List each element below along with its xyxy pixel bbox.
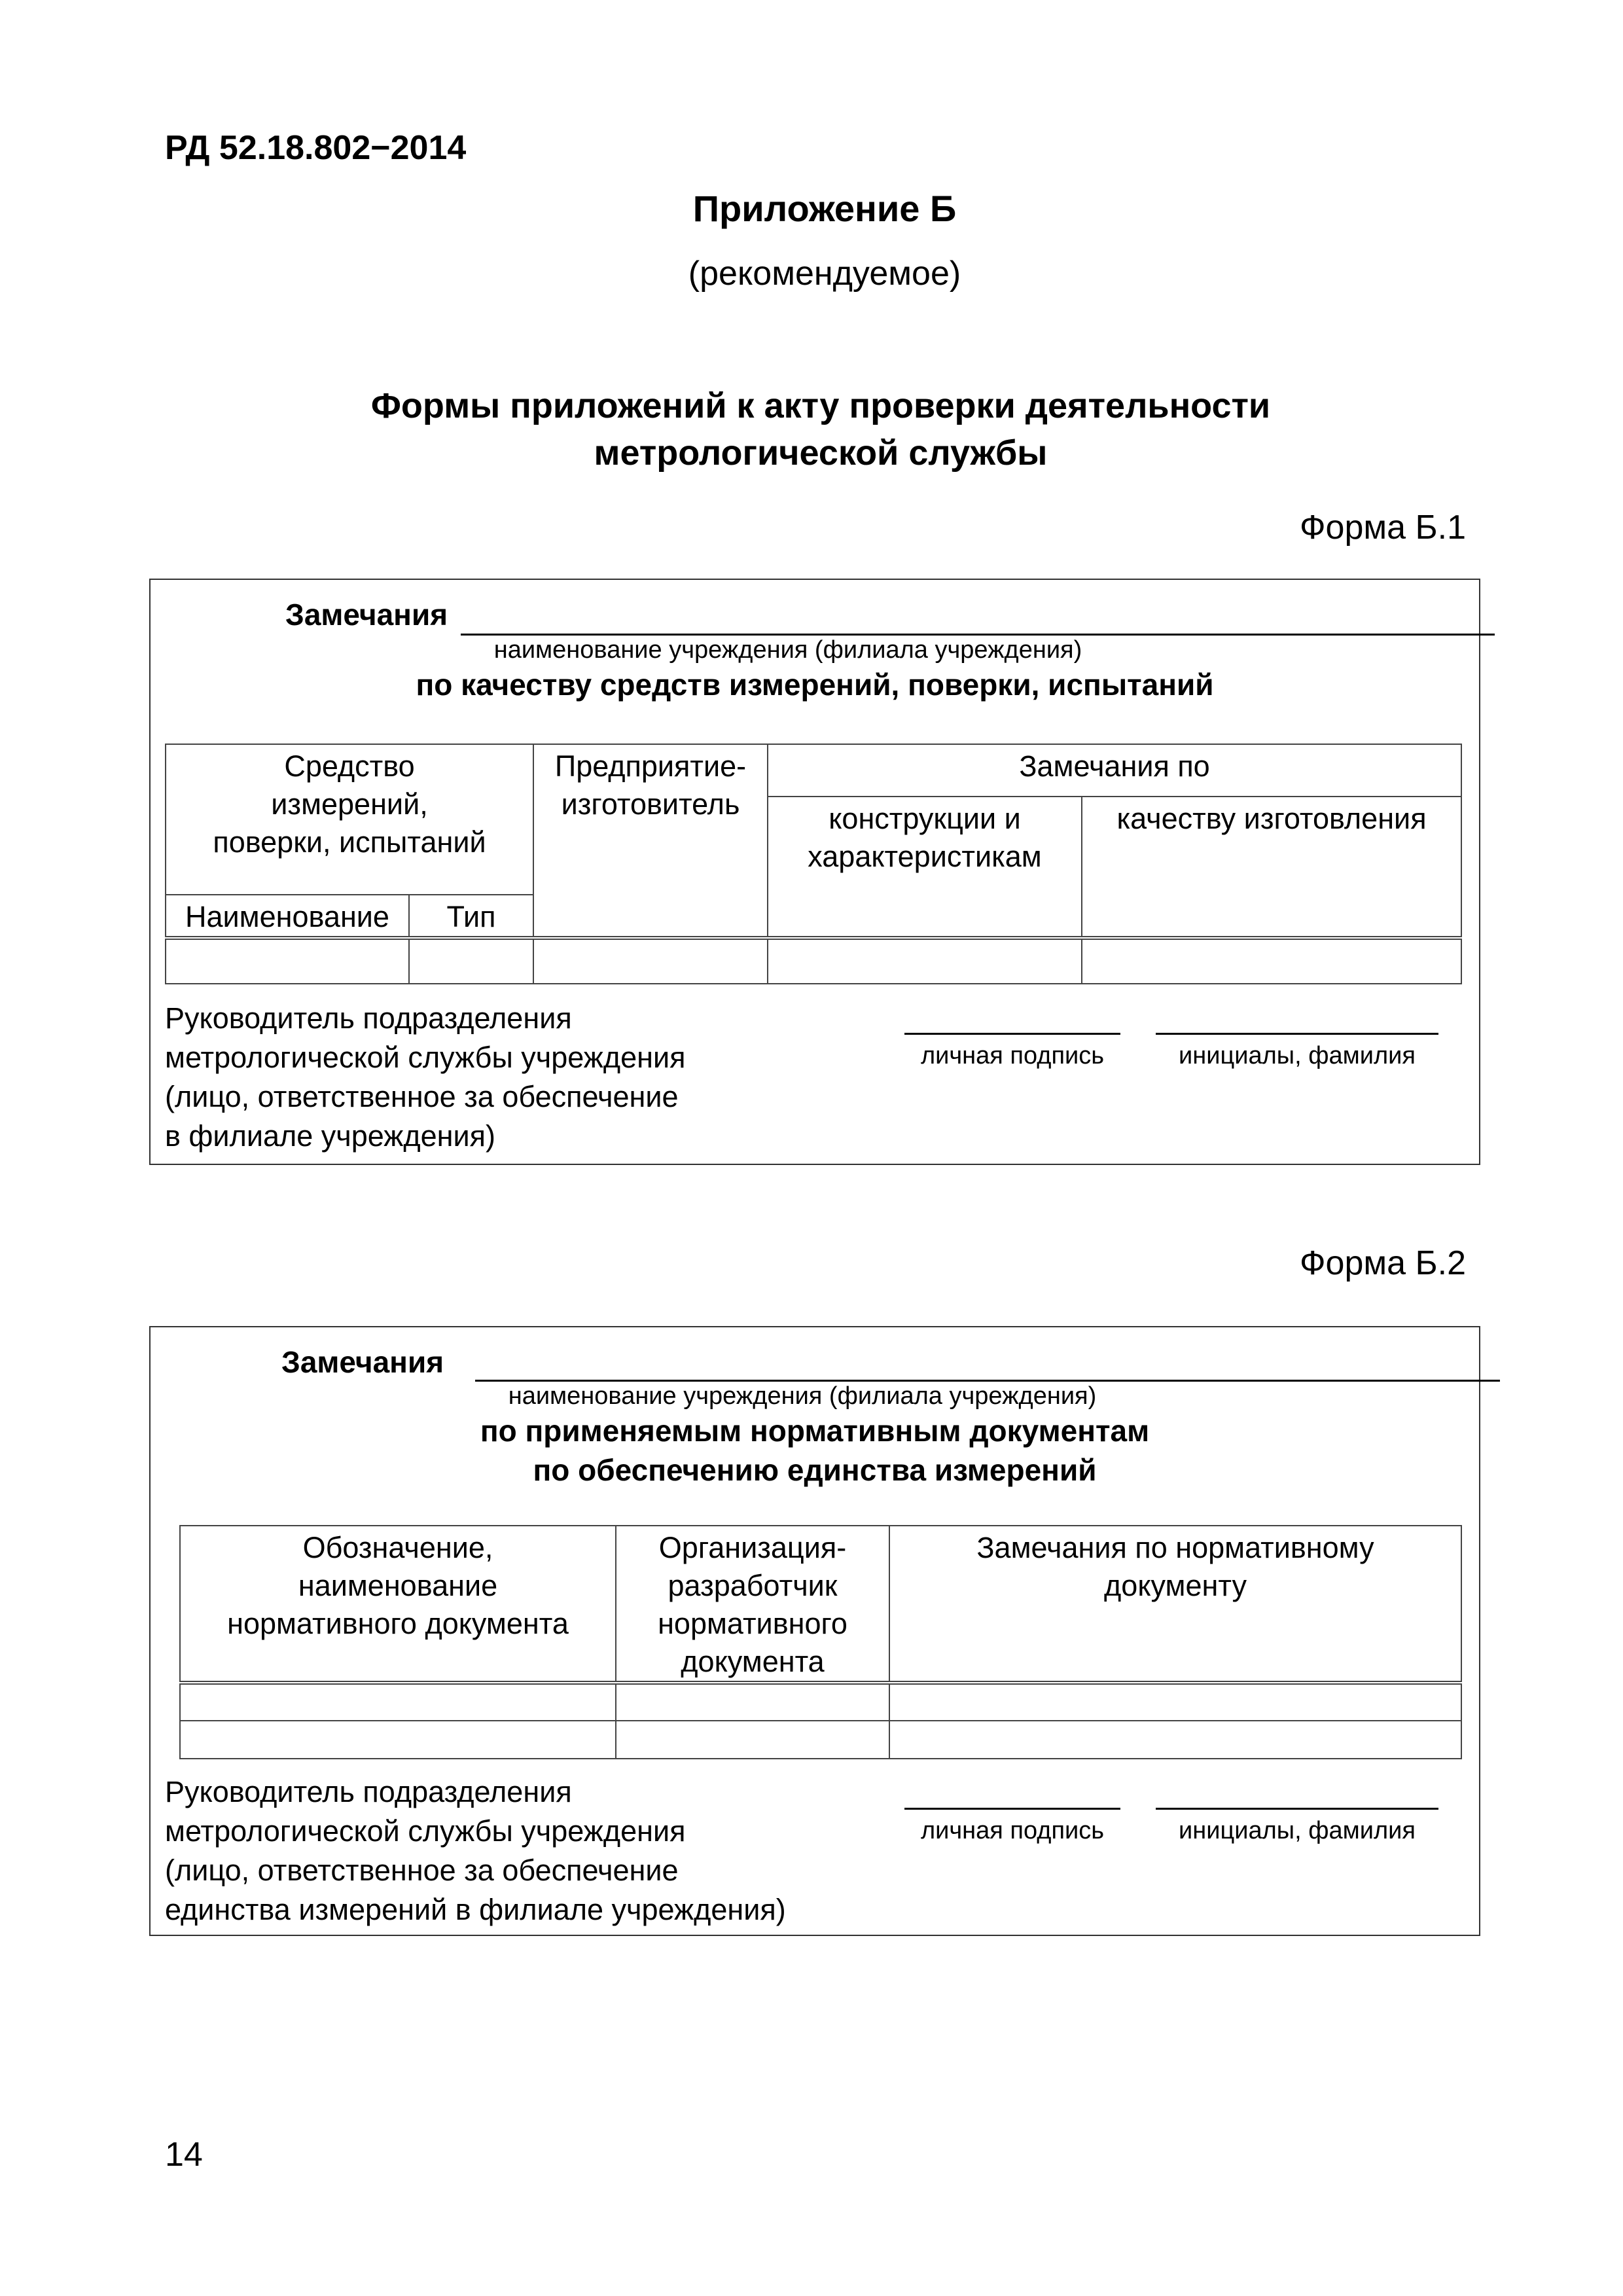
- table-cell: [409, 938, 533, 984]
- col-header-remarks: Замечания по: [768, 744, 1461, 797]
- form-b2-name-caption: инициалы, фамилия: [1179, 1817, 1416, 1844]
- table-cell: [533, 938, 768, 984]
- table-cell: [889, 1721, 1461, 1759]
- form-b1-label: Форма Б.1: [1300, 509, 1466, 547]
- form-b1-name-line: [1156, 1033, 1438, 1035]
- form-b1-name-caption: инициалы, фамилия: [1179, 1042, 1416, 1069]
- appendix-note: (рекомендуемое): [688, 255, 961, 293]
- form-b1-table: [165, 744, 1462, 984]
- page-number: 14: [165, 2136, 203, 2174]
- form-b1-signer-text: Руководитель подразделения метрологической службы учреждения (лицо, ответственное за обеспечение в филиале учреждения): [165, 1001, 686, 1153]
- table-cell: [1082, 938, 1461, 984]
- table-cell: [166, 938, 409, 984]
- page-title-line-2: метрологической службы: [594, 433, 1048, 473]
- col-header-type: Тип: [409, 895, 533, 938]
- table-cell: [616, 1683, 889, 1721]
- form-b1-subtitle: по качеству средств измерений, поверки, испытаний: [416, 668, 1214, 702]
- form-b2-signer-text: Руководитель подразделения метрологической службы учреждения (лицо, ответственное за обеспечение единства измерений в филиале учреждения): [165, 1775, 786, 1926]
- col-header-design: конструкции и характеристикам: [768, 797, 1082, 938]
- form-b2-org-line: [475, 1380, 1500, 1382]
- col-header-manufacturer: Предприятие- изготовитель: [533, 744, 768, 938]
- form-b2-label: Форма Б.2: [1300, 1244, 1466, 1282]
- table-cell: [889, 1683, 1461, 1721]
- col-header-document-remarks: Замечания по нормативному документу: [889, 1526, 1461, 1683]
- form-b1-signature-caption: личная подпись: [920, 1042, 1105, 1069]
- table-cell: [180, 1683, 616, 1721]
- form-b1-org-line: [461, 634, 1495, 636]
- table-row: [166, 938, 1461, 984]
- page-title-line-1: Формы приложений к акту проверки деятельности: [370, 386, 1271, 425]
- table-row: [180, 1683, 1461, 1721]
- form-b2-remarks-label: Замечания: [281, 1345, 444, 1379]
- form-b2-org-caption: наименование учреждения (филиала учреждения): [508, 1382, 1097, 1410]
- form-b2-subtitle: по применяемым нормативным документам по обеспечению единства измерений: [480, 1414, 1150, 1487]
- document-code: РД 52.18.802−2014: [165, 129, 467, 167]
- form-b1-signature-line: [904, 1033, 1120, 1035]
- page-title: [9, 382, 1623, 476]
- form-b1-remarks-label: Замечания: [285, 598, 448, 632]
- form-b1-frame: [149, 579, 1480, 1165]
- form-b2-frame: [149, 1326, 1480, 1936]
- col-header-quality: качеству изготовления: [1082, 797, 1461, 938]
- col-header-measurement-means: Средство измерений, поверки, испытаний: [166, 744, 533, 895]
- form-b2-name-line: [1156, 1808, 1438, 1810]
- form-b1-org-caption: наименование учреждения (филиала учреждения): [493, 636, 1082, 664]
- table-cell: [768, 938, 1082, 984]
- table-row: [180, 1721, 1461, 1759]
- form-b2-table: [179, 1525, 1462, 1759]
- col-header-developer: Организация- разработчик нормативного документа: [616, 1526, 889, 1683]
- form-b2-signature-caption: личная подпись: [920, 1817, 1105, 1844]
- col-header-name: Наименование: [166, 895, 409, 938]
- form-b2-signature-line: [904, 1808, 1120, 1810]
- appendix-title: Приложение Б: [692, 188, 957, 229]
- col-header-document: Обозначение, наименование нормативного документа: [180, 1526, 616, 1683]
- table-cell: [180, 1721, 616, 1759]
- table-cell: [616, 1721, 889, 1759]
